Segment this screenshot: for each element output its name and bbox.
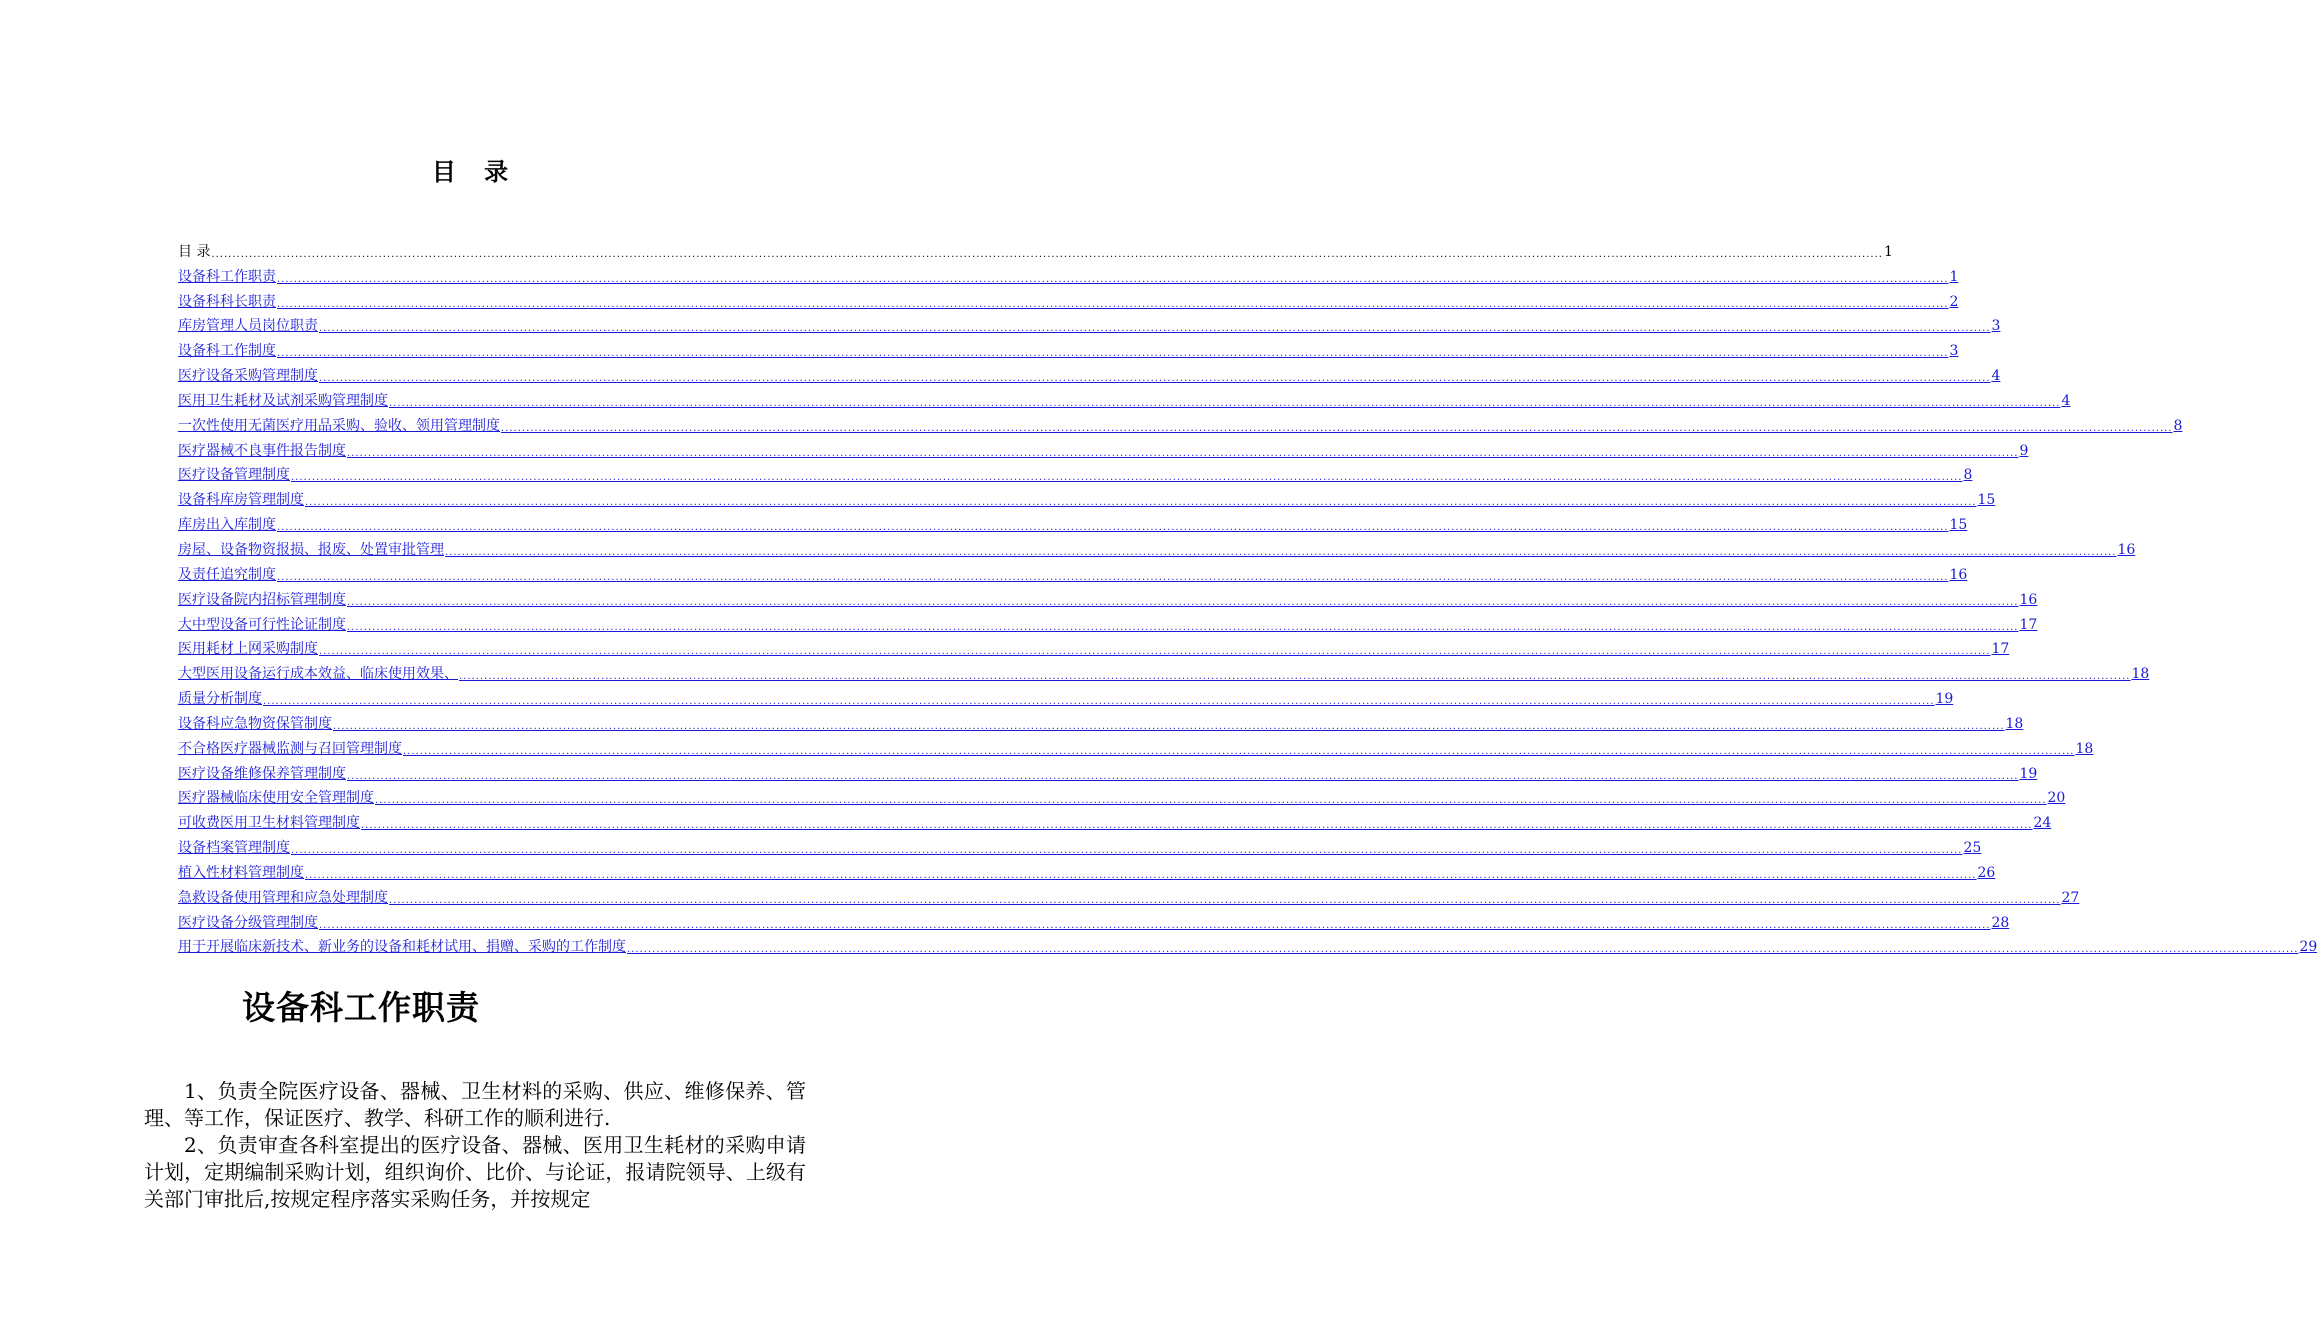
toc-link[interactable]: [178, 684, 1954, 709]
toc-dot-leader: ................................................................................................................................................................................................................................................................................................................................................................................................................: [403, 745, 2075, 757]
toc-page-number: 26: [1977, 864, 1996, 881]
toc-entry-title: 医疗器械临床使用安全管理制度: [178, 790, 374, 807]
toc-dot-leader: ................................................................................................................................................................................................................................................................................................................................................................................................................: [347, 447, 2019, 459]
toc-link[interactable]: [178, 585, 2038, 610]
toc-page-number: 19: [2019, 765, 2038, 782]
toc-dot-leader: ................................................................................................................................................................................................................................................................................................................................................................................................................: [389, 397, 2061, 409]
toc-entry-title: 医疗设备分级管理制度: [178, 914, 318, 931]
toc-link[interactable]: [178, 510, 1968, 535]
toc-entry: [178, 237, 1893, 262]
toc-dot-leader: ................................................................................................................................................................................................................................................................................................................................................................................................................: [389, 894, 2061, 906]
paragraph-2: 2、负责审查各科室提出的医疗设备、器械、医用卫生耗材的采购申请计划，定期编制采购计划，组织询价、比价、与论证，报请院领导、上级有关部门审批后,按规定程序落实采购任务，并按规定: [144, 1133, 806, 1211]
toc-dot-leader: ................................................................................................................................................................................................................................................................................................................................................................................................................: [305, 497, 1977, 509]
toc-entry-title: 目 录: [178, 243, 211, 260]
toc-link[interactable]: [178, 759, 2038, 784]
toc-dot-leader: ................................................................................................................................................................................................................................................................................................................................................................................................................: [627, 944, 2299, 956]
toc-entry-title: 植入性材料管理制度: [178, 864, 304, 881]
toc-page-number: 24: [2033, 815, 2052, 832]
toc-link[interactable]: [178, 635, 2010, 660]
toc-link[interactable]: [178, 386, 2071, 411]
toc-title: 目 录: [431, 158, 519, 186]
toc-page-number: 9: [2019, 442, 2029, 459]
toc-link[interactable]: [178, 610, 2038, 635]
toc-link[interactable]: [178, 659, 2150, 684]
toc-page-number: 3: [1949, 343, 1959, 360]
toc-dot-leader: ................................................................................................................................................................................................................................................................................................................................................................................................................: [347, 596, 2019, 608]
toc-link[interactable]: [178, 461, 1973, 486]
section-body: [144, 1078, 806, 1213]
toc-dot-leader: ................................................................................................................................................................................................................................................................................................................................................................................................................: [319, 646, 1991, 658]
toc-page-number: 20: [2047, 790, 2066, 807]
table-of-contents: [178, 237, 2317, 957]
toc-page-number: 4: [2061, 392, 2071, 409]
toc-page-number: 17: [2019, 616, 2038, 633]
toc-dot-leader: ................................................................................................................................................................................................................................................................................................................................................................................................................: [319, 919, 1991, 931]
toc-dot-leader: ................................................................................................................................................................................................................................................................................................................................................................................................................: [347, 621, 2019, 633]
toc-link[interactable]: [178, 784, 2066, 809]
toc-page-number: 29: [2299, 939, 2317, 956]
toc-entry-title: 设备科工作制度: [178, 343, 276, 360]
toc-dot-leader: ................................................................................................................................................................................................................................................................................................................................................................................................................: [277, 348, 1949, 360]
toc-entry-title: 库房管理人员岗位职责: [178, 318, 318, 335]
toc-link[interactable]: [178, 560, 1968, 585]
toc-dot-leader: ................................................................................................................................................................................................................................................................................................................................................................................................................: [319, 323, 1991, 335]
toc-page-number: 25: [1963, 840, 1982, 857]
toc-link[interactable]: [178, 734, 2094, 759]
toc-dot-leader: ................................................................................................................................................................................................................................................................................................................................................................................................................: [459, 671, 2131, 683]
toc-dot-leader: ................................................................................................................................................................................................................................................................................................................................................................................................................: [305, 869, 1977, 881]
toc-entry-title: 大型医用设备运行成本效益、临床使用效果、: [178, 666, 458, 683]
toc-page-number: 18: [2005, 715, 2024, 732]
toc-entry-title: 医疗设备维修保养管理制度: [178, 765, 346, 782]
toc-entry-title: 库房出入库制度: [178, 517, 276, 534]
paragraph-1: 1、负责全院医疗设备、器械、卫生材料的采购、供应、维修保养、管理、等工作，保证医疗、教学、科研工作的顺利进行.: [144, 1079, 806, 1130]
toc-entry-title: 医疗设备管理制度: [178, 467, 290, 484]
toc-page-number: 3: [1991, 318, 2001, 335]
toc-dot-leader: ................................................................................................................................................................................................................................................................................................................................................................................................................: [277, 522, 1949, 534]
toc-entry-title: 急救设备使用管理和应急处理制度: [178, 889, 388, 906]
toc-page-number: 27: [2061, 889, 2080, 906]
toc-page-number: 18: [2131, 666, 2150, 683]
toc-entry-title: 设备科科长职责: [178, 293, 276, 310]
toc-page-number: 16: [2117, 541, 2136, 558]
toc-dot-leader: ................................................................................................................................................................................................................................................................................................................................................................................................................: [375, 795, 2047, 807]
toc-page-number: 16: [2019, 591, 2038, 608]
toc-page-number: 15: [1949, 517, 1968, 534]
toc-entry-title: 一次性使用无菌医疗用品采购、验收、领用管理制度: [178, 417, 500, 434]
toc-link[interactable]: [178, 535, 2136, 560]
toc-page-number: 18: [2075, 740, 2094, 757]
toc-entry-title: 及责任追究制度: [178, 566, 276, 583]
toc-page-number: 28: [1991, 914, 2010, 931]
toc-link[interactable]: [178, 336, 1959, 361]
section-heading: 设备科工作职责: [242, 988, 480, 1027]
toc-entry-title: 设备科库房管理制度: [178, 492, 304, 509]
toc-entry-title: 设备档案管理制度: [178, 840, 290, 857]
toc-entry-title: 用于开展临床新技术、新业务的设备和耗材试用、捐赠、采购的工作制度: [178, 939, 626, 956]
toc-page-number: 4: [1991, 368, 2001, 385]
toc-link[interactable]: [178, 485, 1996, 510]
toc-entry-title: 医疗设备院内招标管理制度: [178, 591, 346, 608]
toc-page-number: 16: [1949, 566, 1968, 583]
toc-page-number: 1: [1949, 268, 1959, 285]
toc-link[interactable]: [178, 262, 1959, 287]
toc-dot-leader: ................................................................................................................................................................................................................................................................................................................................................................................................................: [277, 571, 1949, 583]
toc-link[interactable]: [178, 808, 2052, 833]
toc-entry-title: 大中型设备可行性论证制度: [178, 616, 346, 633]
toc-entry-title: 医用耗材上网采购制度: [178, 641, 318, 658]
toc-entry-title: 医疗器械不良事件报告制度: [178, 442, 346, 459]
toc-dot-leader: ................................................................................................................................................................................................................................................................................................................................................................................................................: [347, 770, 2019, 782]
toc-link[interactable]: [178, 833, 1982, 858]
toc-dot-leader: ................................................................................................................................................................................................................................................................................................................................................................................................................: [319, 373, 1991, 385]
toc-dot-leader: ................................................................................................................................................................................................................................................................................................................................................................................................................: [277, 298, 1949, 310]
toc-page-number: 17: [1991, 641, 2010, 658]
toc-dot-leader: ................................................................................................................................................................................................................................................................................................................................................................................................................: [277, 273, 1949, 285]
toc-entry-title: 医用卫生耗材及试剂采购管理制度: [178, 392, 388, 409]
toc-link[interactable]: [178, 908, 2010, 933]
toc-page-number: 2: [1949, 293, 1959, 310]
toc-page-number: 1: [1883, 243, 1893, 260]
toc-entry-title: 设备科应急物资保管制度: [178, 715, 332, 732]
toc-link[interactable]: [178, 933, 2317, 958]
toc-entry-title: 房屋、设备物资报损、报废、处置审批管理: [178, 541, 444, 558]
toc-entry-title: 医疗设备采购管理制度: [178, 368, 318, 385]
toc-entry-title: 设备科工作职责: [178, 268, 276, 285]
toc-dot-leader: ................................................................................................................................................................................................................................................................................................................................................................................................................: [291, 845, 1963, 857]
toc-link[interactable]: [178, 436, 2029, 461]
toc-dot-leader: ................................................................................................................................................................................................................................................................................................................................................................................................................: [445, 546, 2117, 558]
toc-dot-leader: ................................................................................................................................................................................................................................................................................................................................................................................................................: [501, 422, 2173, 434]
toc-dot-leader: ................................................................................................................................................................................................................................................................................................................................................................................................................: [291, 472, 1963, 484]
toc-entry-title: 质量分析制度: [178, 691, 262, 708]
toc-link[interactable]: [178, 858, 1996, 883]
toc-page-number: 8: [2173, 417, 2183, 434]
toc-dot-leader: ................................................................................................................................................................................................................................................................................................................................................................................................................: [333, 720, 2005, 732]
toc-dot-leader: ................................................................................................................................................................................................................................................................................................................................................................................................................: [211, 248, 1883, 260]
toc-dot-leader: ................................................................................................................................................................................................................................................................................................................................................................................................................: [263, 696, 1935, 708]
toc-entry-title: 可收费医用卫生材料管理制度: [178, 815, 360, 832]
toc-link[interactable]: [178, 709, 2024, 734]
toc-link[interactable]: [178, 287, 1959, 312]
toc-page-number: 19: [1935, 691, 1954, 708]
toc-page-number: 8: [1963, 467, 1973, 484]
toc-page-number: 15: [1977, 492, 1996, 509]
toc-link[interactable]: [178, 411, 2183, 436]
toc-link[interactable]: [178, 883, 2080, 908]
toc-entry-title: 不合格医疗器械监测与召回管理制度: [178, 740, 402, 757]
toc-link[interactable]: [178, 312, 2001, 337]
toc-dot-leader: ................................................................................................................................................................................................................................................................................................................................................................................................................: [361, 820, 2033, 832]
toc-link[interactable]: [178, 361, 2001, 386]
